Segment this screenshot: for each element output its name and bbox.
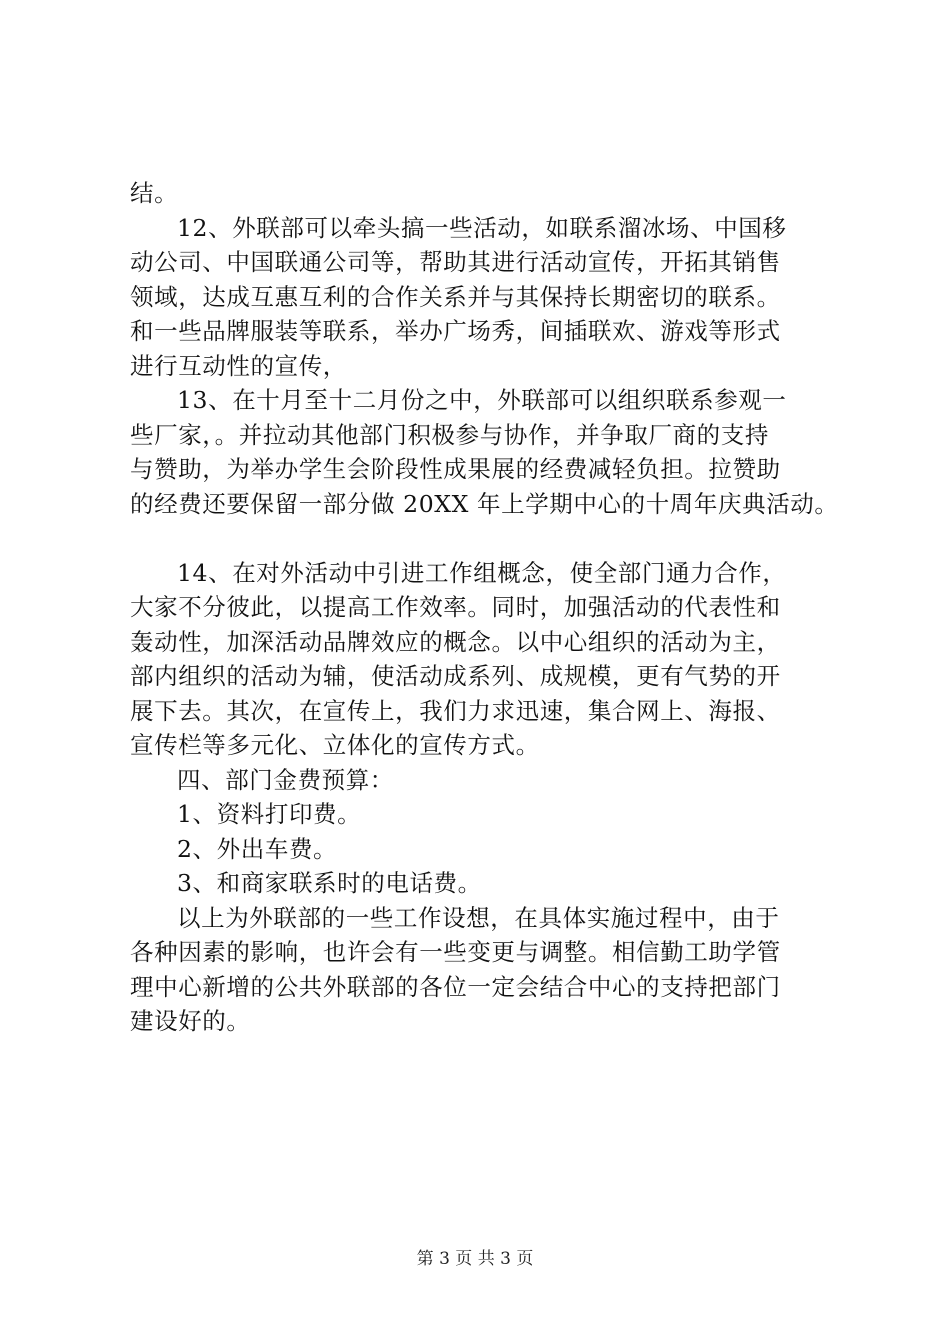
page-number: 第 3 页 共 3 页 — [416, 1249, 534, 1269]
text-line: 展下去。其次，在宣传上，我们力求迅速，集合网上、海报、 — [130, 696, 781, 725]
text-line: 和一些品牌服装等联系，举办广场秀，间插联欢、游戏等形式 — [130, 317, 781, 345]
text-line: 结。 — [130, 179, 179, 207]
text-line: 建设好的。 — [130, 1007, 251, 1035]
text-line: 14、在对外活动中引进工作组概念，使全部门通力合作， — [177, 558, 787, 587]
document-body — [130, 176, 839, 1039]
text-line: 各种因素的影响，也许会有一些变更与调整。相信勤工助学管 — [130, 938, 781, 966]
text-line: 的经费还要保留一部分做 20XX 年上学期中心的十周年庆典活动。 — [130, 489, 839, 518]
list-item: 2、外出车费。 — [177, 834, 338, 863]
text-line: 与赞助，为举办学生会阶段性成果展的经费减轻负担。拉赞助 — [130, 455, 781, 483]
list-item: 3、和商家联系时的电话费。 — [177, 869, 482, 897]
text-line: 理中心新增的公共外联部的各位一定会结合中心的支持把部门 — [130, 972, 781, 1001]
text-line: 12、外联部可以牵头搞一些活动，如联系溜冰场、中国移 — [177, 213, 787, 242]
text-line: 宣传栏等多元化、立体化的宣传方式。 — [130, 731, 540, 759]
text-line: 部内组织的活动为辅，使活动成系列、成规模，更有气势的开 — [130, 662, 781, 690]
text-line: 大家不分彼此，以提高工作效率。同时，加强活动的代表性和 — [130, 593, 781, 621]
text-line: 领域，达成互惠互利的合作关系并与其保持长期密切的联系。 — [130, 282, 781, 311]
text-line: 动公司、中国联通公司等，帮助其进行活动宣传，开拓其销售 — [130, 248, 781, 276]
text-line: 进行互动性的宣传， — [130, 351, 347, 380]
list-item: 1、资料打印费。 — [177, 800, 362, 828]
text-line: 以上为外联部的一些工作设想，在具体实施过程中，由于 — [177, 903, 780, 932]
text-line: 些厂家，。并拉动其他部门积极参与协作，并争取厂商的支持 — [130, 420, 769, 449]
text-line: 轰动性，加深活动品牌效应的概念。以中心组织的活动为主， — [130, 627, 781, 656]
section-heading: 四、部门金费预算： — [177, 765, 394, 794]
text-line: 13、在十月至十二月份之中，外联部可以组织联系参观一 — [177, 386, 787, 414]
paragraph-gap — [130, 521, 830, 556]
page-footer — [0, 1247, 950, 1271]
